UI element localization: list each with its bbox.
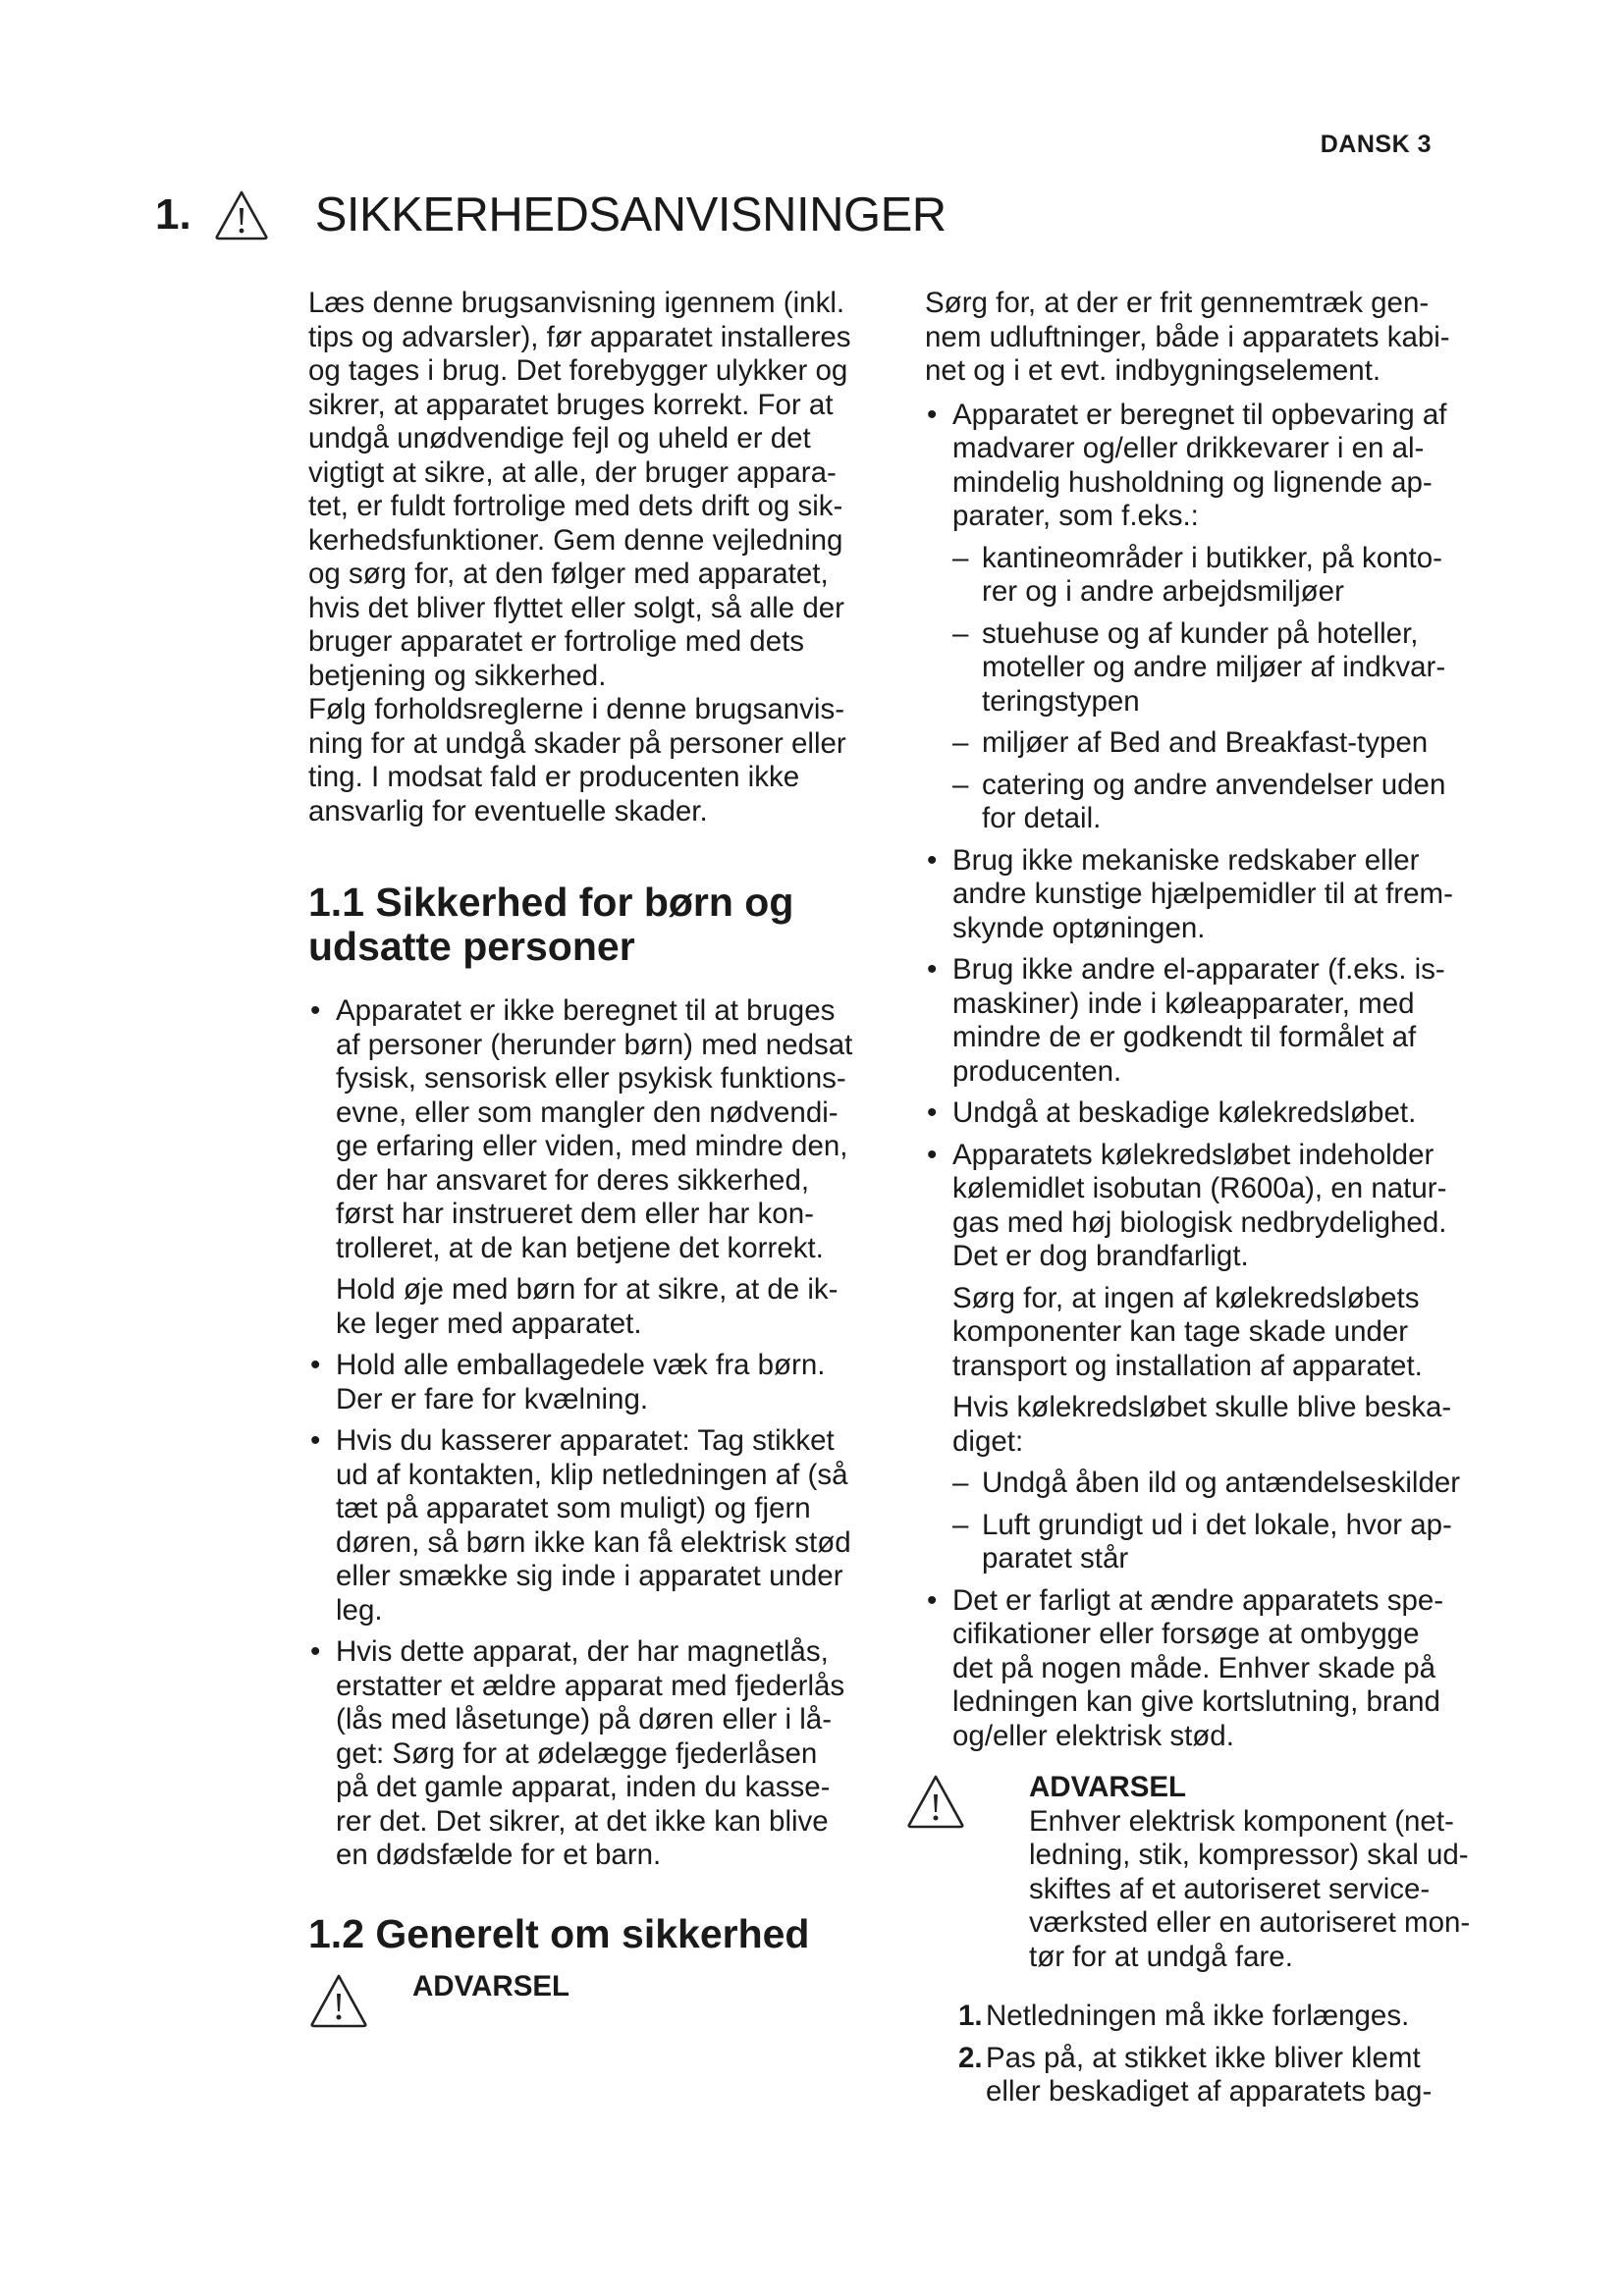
- section-1-2-number: 1.2: [308, 1910, 364, 1956]
- bullet-text: • Hvis du kasserer apparatet: Tag stikket ud af kontakten, klip netledningen af (så tæt på apparatet som muligt) og fjern døren, så børn ikke kan få elektrisk stød eller smække sig inde i apparatet under leg.: [336, 1424, 851, 1627]
- step-item: [925, 2042, 1496, 2109]
- bullet-text: • Hvis dette apparat, der har magnetlås, erstatter et ældre apparat med fjederlås (lås med låsetunge) på døren eller i lå- get: Sørg for at ødelægge fjederlåsen på det gamle apparat, inden du kasse- rer det. Det sikrer, at det ikke kan blive en dødsfælde for et barn.: [336, 1635, 845, 1871]
- list-item: [925, 953, 1496, 1089]
- bullet-extra-text: Sørg for, at ingen af kølekredsløbets komponenter kan tage skade under transport og installation af apparatet.: [952, 1281, 1423, 1382]
- steps-list: [925, 2000, 1496, 2109]
- sub-list-item: – kantineområder i butikker, på konto- rer og i andre arbejdsmiljøer: [952, 542, 1496, 610]
- sub-list-item: – miljøer af Bed and Breakfast-typen: [952, 726, 1496, 761]
- list-item: [925, 1096, 1496, 1131]
- right-list: [925, 399, 1496, 1754]
- intro-paragraph: Sørg for, at der er frit gennemtræk gen- nem udluftninger, både i apparatets kabi- net og i et evt. indbygningselement.: [925, 287, 1450, 387]
- step-number: 1.: [958, 2000, 983, 2032]
- bullet-extra-text: Hold øje med børn for at sikre, at de ik- ke leger med apparatet.: [336, 1273, 839, 1340]
- warning-triangle-icon: [905, 1773, 966, 1830]
- list-item: [308, 1635, 878, 1873]
- bullet-text: • Apparatet er ikke beregnet til at bruges af personer (herunder børn) med nedsat fysisk, sensorisk eller psykisk funktions- evne, eller som mangler den nødvendi- ge erfaring eller viden, med mindre den, der har ansvaret for deres sikkerhed, først har instrueret dem eller har kon- trolleret, at de kan betjene det korrekt.: [336, 994, 853, 1264]
- warning-triangle-icon: [213, 188, 270, 241]
- right-column: [925, 287, 1496, 2109]
- bullet-text: • Apparatets kølekredsløbet indeholder kølemidlet isobutan (R600a), en natur- gas med høj biologisk nedbrydelighed. Det er dog brandfarligt.: [952, 1138, 1447, 1272]
- intro-paragraph-1: Læs denne brugsanvisning igennem (inkl. tips og advarsler), før apparatet installeres og tages i brug. Det forebygger ulykker og sikrer, at apparatet bruges korrekt. For at undgå unødvendige fejl og uheld er det vigtigt at sikre, at alle, der bruger appara- tet, er fuldt fortrolige med dets drift og sik- kerhedsfunktioner. Gem denne vejledning og sørg for, at den følger med apparatet, hvis det bliver flyttet eller solgt, så alle der bruger apparatet er fortrolige med dets betjening og sikkerhed.: [308, 287, 851, 692]
- sub-list-item: – Luft grundigt ud i det lokale, hvor ap- paratet står: [952, 1509, 1496, 1576]
- bullet-text: • Hold alle emballagedele væk fra børn. Der er fare for kvælning.: [336, 1349, 826, 1415]
- step-text: Pas på, at stikket ikke bliver klemt eller beskadiget af apparatets bag-: [986, 2041, 1433, 2108]
- intro-paragraph-2: Følg forholdsreglerne i denne brugsanvis- ning for at undgå skader på personer eller ting. I modsat fald er producenten ikke ansvarlig for eventuelle skader.: [308, 693, 846, 828]
- page-header: DANSK 3: [1320, 131, 1432, 158]
- sub-list-item: – Undgå åben ild og antændelseskilder: [952, 1467, 1496, 1501]
- sub-list: [952, 1467, 1496, 1576]
- warning-text: Enhver elektrisk komponent (net- ledning, stik, kompressor) skal ud- skiftes af et autoriseret service- værksted eller en autoriseret mon- tør for at undgå fare.: [1029, 1804, 1471, 1973]
- list-item: [925, 1584, 1496, 1754]
- section-1-1-number: 1.1: [308, 880, 364, 925]
- sub-list-item: – stuehuse og af kunder på hoteller, moteller og andre miljøer af indkvar- teringstypen: [952, 617, 1496, 720]
- bullet-text: • Undgå at beskadige kølekredsløbet.: [952, 1096, 1417, 1129]
- sub-list: [952, 542, 1496, 836]
- section-1-1-list: [308, 994, 878, 1873]
- list-item: [925, 844, 1496, 946]
- section-1-1-heading: [308, 881, 878, 969]
- step-number: 2.: [958, 2041, 983, 2074]
- section-1-2-title: Generelt om sikkerhed: [364, 1910, 810, 1956]
- bullet-extra-text: Hvis kølekredsløbet skulle blive beska- diget:: [952, 1391, 1452, 1458]
- list-item: [308, 1349, 878, 1416]
- list-item: [308, 1424, 878, 1628]
- warning-box: [925, 1771, 1496, 1974]
- bullet-text: • Brug ikke andre el-apparater (f.eks. is- maskiner) inde i køleapparater, med mindre de er godkendt til formålet af producenten.: [952, 953, 1445, 1088]
- warning-box: [308, 1970, 878, 2035]
- bullet-text: • Brug ikke mekaniske redskaber eller andre kunstige hjælpemidler til at frem- skynde optøningen.: [952, 843, 1453, 944]
- left-column: [308, 287, 878, 2035]
- step-item: [925, 2000, 1496, 2034]
- chapter-title: SIKKERHEDSANVISNINGER: [314, 188, 947, 241]
- sub-list-item: – catering og andre anvendelser uden for detail.: [952, 769, 1496, 836]
- list-item: [925, 1139, 1496, 1576]
- warning-title: ADVARSEL: [1029, 1771, 1187, 1803]
- bullet-text: • Det er farligt at ændre apparatets spe- cifikationer eller forsøge at ombygge det på nogen måde. Enhver skade på ledningen kan give kortslutning, brand og/eller elektrisk stød.: [952, 1583, 1444, 1752]
- step-text: Netledningen må ikke forlænges.: [986, 2000, 1410, 2032]
- chapter-heading: [155, 185, 947, 245]
- list-item: [308, 994, 878, 1341]
- warning-triangle-icon: [308, 1972, 369, 2029]
- bullet-text: • Apparatet er beregnet til opbevaring af madvarer og/eller drikkevarer i en al- mindelig husholdning og lignende ap- parater, som f.eks.:: [952, 398, 1447, 532]
- warning-title: ADVARSEL: [412, 1969, 570, 2002]
- section-1-2-heading: [308, 1912, 878, 1956]
- section-1-1-title: Sikkerhed for børn og udsatte personer: [308, 880, 794, 969]
- list-item: [925, 399, 1496, 836]
- chapter-number: 1.: [155, 190, 191, 239]
